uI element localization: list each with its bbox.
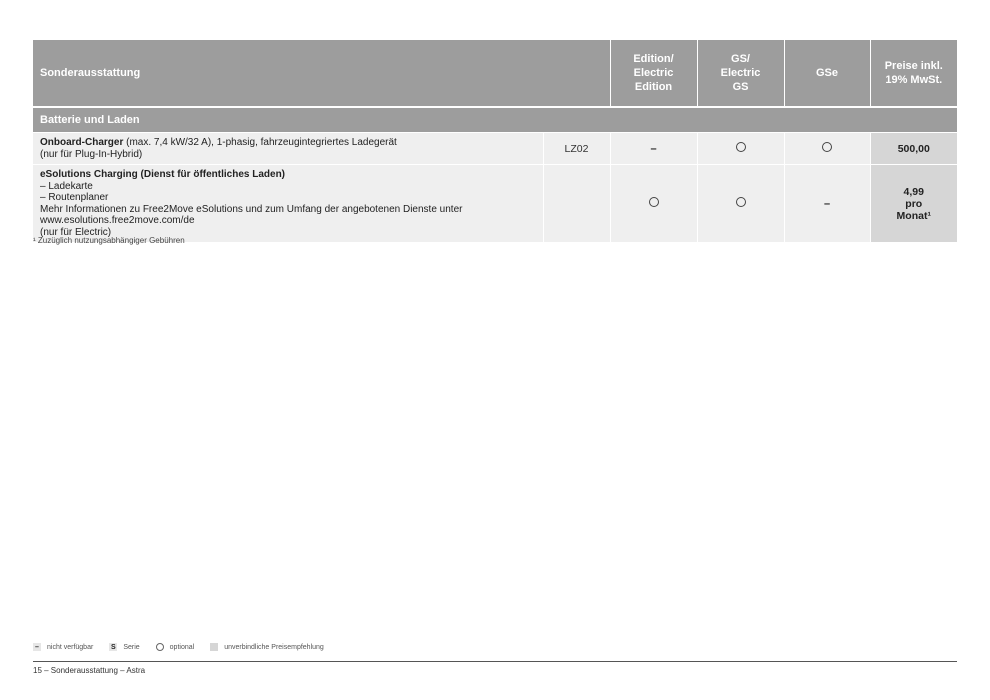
row-code: [543, 165, 610, 243]
price-amount: 4,99: [903, 185, 924, 198]
header-edition-line1: Edition/: [633, 53, 674, 65]
row-item: – Ladekarte: [40, 180, 93, 192]
legend-item-price: [210, 643, 324, 651]
equipment-table: [33, 40, 957, 242]
legend-label: Serie: [123, 643, 140, 651]
legend-label: nicht verfügbar: [47, 643, 94, 651]
header-gs: [697, 40, 784, 106]
legend-label: unverbindliche Preisempfehlung: [224, 643, 324, 651]
footnote: ¹ Zuzüglich nutzungsabhängiger Gebühren: [33, 236, 185, 245]
header-gs-line3: GS: [732, 81, 749, 93]
dash-symbol: –: [823, 197, 831, 210]
row-name: eSolutions Charging (Dienst für öffentliches Laden): [40, 169, 286, 180]
row-desc: Mehr Informationen zu Free2Move eSolutions und zum Umfang der angebotenen Dienste unter: [40, 203, 463, 215]
row-gse-optional: [784, 133, 870, 165]
price-box-icon: [210, 643, 218, 651]
row-edition-dash: [610, 133, 697, 165]
header-gs-line2: Electric: [720, 67, 761, 79]
table-row: [33, 165, 957, 243]
header-edition-line3: Edition: [634, 81, 673, 93]
section-title: Batterie und Laden: [33, 107, 957, 133]
optional-circle-icon: [736, 197, 746, 207]
optional-circle-icon: [736, 142, 746, 152]
row-name: Onboard-Charger: [40, 137, 124, 148]
row-gse-dash: [784, 165, 870, 243]
header-gs-line1: GS/: [731, 53, 750, 65]
row-description: [33, 133, 543, 165]
optional-circle-icon: [649, 197, 659, 207]
header-price-line1: Preise inkl.: [884, 60, 943, 72]
legend-item-optional: [156, 643, 195, 651]
row-edition-optional: [610, 165, 697, 243]
header-price: [870, 40, 957, 106]
row-note: (nur für Plug-In-Hybrid): [40, 148, 143, 160]
price-period: Monat¹: [896, 209, 931, 222]
row-code: LZ02: [543, 133, 610, 165]
table-header: [33, 40, 957, 106]
row-item: – Routenplaner: [40, 192, 109, 203]
header-price-line2: 19% MwSt.: [885, 74, 943, 86]
header-title: Sonderausstattung: [33, 40, 610, 106]
row-price: [870, 165, 957, 243]
row-price: 500,00: [870, 133, 957, 165]
row-note: (nur für Electric): [40, 226, 112, 238]
optional-circle-icon: [822, 142, 832, 152]
legend-item-not-available: [33, 643, 93, 651]
footer-divider: [33, 661, 957, 662]
row-gs-optional: [697, 133, 784, 165]
optional-circle-icon: [156, 643, 164, 651]
legend-item-standard: [109, 643, 139, 651]
row-url: www.esolutions.free2move.com/de: [40, 215, 195, 226]
row-gs-optional: [697, 165, 784, 243]
legend: [33, 643, 340, 651]
header-edition: [610, 40, 697, 106]
dash-symbol: –: [650, 142, 657, 155]
legend-label: optional: [169, 643, 195, 651]
dash-icon: –: [33, 643, 41, 651]
page-footer: 15 – Sonderausstattung – Astra: [33, 666, 146, 675]
header-gse: GSe: [784, 40, 870, 106]
price-per: pro: [905, 197, 923, 210]
standard-s-icon: S: [110, 643, 116, 651]
header-edition-line2: Electric: [633, 67, 674, 79]
row-desc: (max. 7,4 kW/32 A), 1-phasig, fahrzeugintegriertes Ladegerät: [123, 137, 397, 148]
table-row: [33, 133, 957, 165]
section-header: [33, 107, 957, 133]
row-description: [33, 165, 543, 243]
